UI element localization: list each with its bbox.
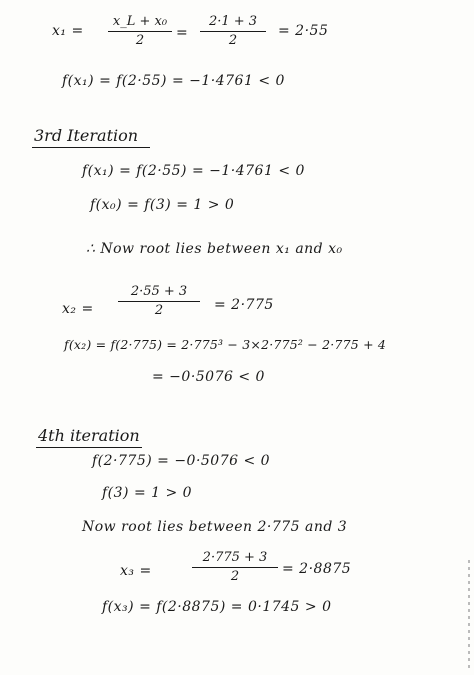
fx3-line: f(x₃) = f(2·8875) = 0·1745 > 0 [102,599,332,615]
iteration-3-fx0: f(x₀) = f(3) = 1 > 0 [90,197,235,213]
iteration-4-conclusion: Now root lies between 2·775 and 3 [82,519,348,535]
fraction-bar [192,567,278,568]
iteration-3-heading: 3rd Iteration [34,126,139,145]
x1-lhs: x₁ = [52,23,84,39]
fraction-bar [200,31,266,32]
x3-fraction-numerator: 2·775 + 3 [202,550,268,565]
x2-fraction-numerator: 2·55 + 3 [130,284,188,299]
x2-result: = 2·775 [214,297,274,313]
iteration-3-conclusion: ∴ Now root lies between x₁ and x₀ [86,241,343,257]
x3-lhs: x₃ = [120,563,152,579]
x3-result: = 2·8875 [282,561,352,577]
x1-equals: = [176,25,189,41]
x1-result: = 2·55 [278,23,329,39]
iteration-3-fx1: f(x₁) = f(2·55) = −1·4761 < 0 [82,163,305,179]
iteration-4-heading: 4th iteration [38,426,140,445]
fx2-line: f(x₂) = f(2·775) = 2·775³ − 3×2·775² − 2·775 + 4 [64,337,387,352]
x1-fraction-1-numerator: x_L + x₀ [112,14,168,29]
x1-fraction-1-denominator: 2 [135,33,145,48]
fx1-line: f(x₁) = f(2·55) = −1·4761 < 0 [62,73,285,89]
heading-underline [36,447,142,448]
heading-underline [32,147,150,148]
x2-fraction-denominator: 2 [154,303,164,318]
iteration-4-f2775: f(2·775) = −0·5076 < 0 [92,453,271,469]
x1-fraction-2-denominator: 2 [228,33,238,48]
fraction-bar [118,301,200,302]
x3-fraction-denominator: 2 [230,569,240,584]
iteration-4-f3: f(3) = 1 > 0 [102,485,193,501]
page-edge-marks [468,560,470,670]
x2-lhs: x₂ = [62,301,94,317]
x2-fraction [118,284,200,319]
x1-fraction-2-numerator: 2·1 + 3 [208,14,258,29]
x3-fraction [192,550,278,585]
fraction-bar [108,31,172,32]
fx2-value: = −0·5076 < 0 [152,369,265,385]
x1-fraction-1 [108,14,172,49]
x1-fraction-2 [200,14,266,49]
